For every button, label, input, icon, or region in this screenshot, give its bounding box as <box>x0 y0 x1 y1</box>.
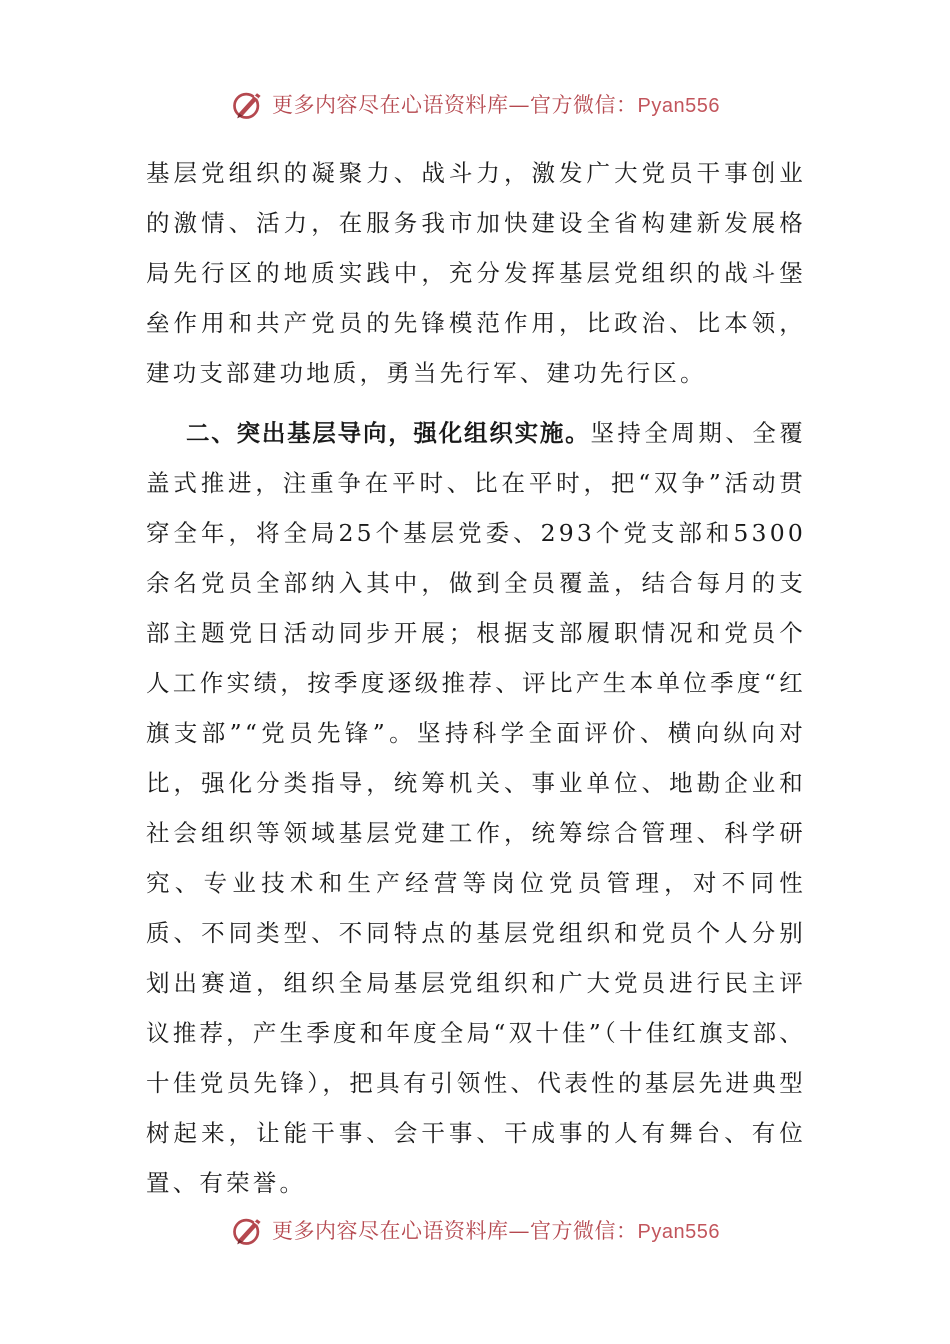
paragraph-2-heading: 二、突出基层导向，强化组织实施。 <box>186 419 591 447</box>
banner-wechat-id: Pyan556 <box>637 95 720 117</box>
footer-banner <box>0 1208 950 1252</box>
banner-slogan: 更多内容尽在心语资料库—官方微信： <box>272 93 638 117</box>
banner-slogan: 更多内容尽在心语资料库—官方微信： <box>272 1219 638 1243</box>
banner-text <box>272 1215 720 1245</box>
banner-text <box>272 89 720 119</box>
pen-logo-icon <box>230 1212 266 1248</box>
paragraph-2-text: 坚持全周期、全覆盖式推进，注重争在平时、比在平时，把“双争”活动贯穿全年，将全局25个基层党委、293个党支部和5300余名党员全部纳入其中，做到全员覆盖，结合每月的支部主题党日活动同步开展；根据支部履职情况和党员个人工作实绩，按季度逐级推荐、评比产生本单位季度“红旗支部”“党员先锋”。坚持科学全面评价、横向纵向对比，强化分类指导，统筹机关、事业单位、地勘企业和社会组织等领域基层党建工作，统筹综合管理、科学研究、专业技术和生产经营等岗位党员管理，对不同性质、不同类型、不同特点的基层党组织和党员个人分别划出赛道，组织全局基层党组织和广大党员进行民主评议推荐，产生季度和年度全局“双十佳”（十佳红旗支部、十佳党员先锋），把具有引领性、代表性的基层先进典型树起来，让能干事、会干事、干成事的人有舞台、有位置、有荣誉。 <box>146 419 806 1197</box>
document-body <box>146 148 806 1208</box>
pen-logo-icon <box>230 86 266 122</box>
paragraph-2 <box>146 408 806 1208</box>
banner-wechat-id: Pyan556 <box>637 1221 720 1243</box>
paragraph-1: 基层党组织的凝聚力、战斗力，激发广大党员干事创业的激情、活力，在服务我市加快建设全省构建新发展格局先行区的地质实践中，充分发挥基层党组织的战斗堡垒作用和共产党员的先锋模范作用，比政治、比本领，建功支部建功地质，勇当先行军、建功先行区。 <box>146 159 806 387</box>
header-banner <box>0 82 950 126</box>
